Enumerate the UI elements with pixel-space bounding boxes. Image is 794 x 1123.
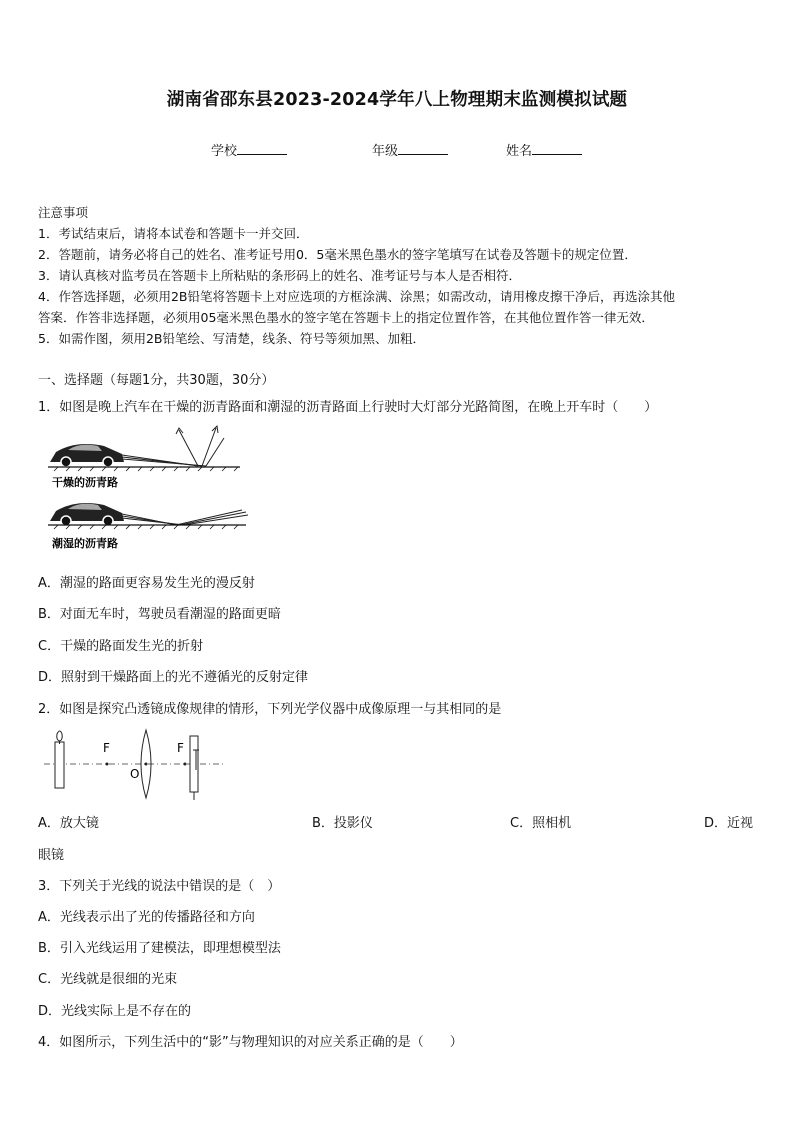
name-blank[interactable] bbox=[532, 141, 582, 155]
q2-option-a[interactable]: A．放大镜 bbox=[38, 816, 99, 831]
notice-item: 3．请认真核对监考员在答题卡上所粘贴的条形码上的姓名、准考证号与本人是否相符． bbox=[38, 268, 521, 283]
name-field bbox=[506, 140, 582, 159]
notice-item: 2．答题前，请务必将自己的姓名、准考证号用0．5毫米黑色墨水的签字笔填写在试卷及答题卡的规定位置． bbox=[38, 247, 637, 262]
q1-stem: 1．如图是晚上汽车在干燥的沥青路面和潮湿的沥青路面上行驶时大灯部分光路简图，在晚上开车时（ ） bbox=[38, 400, 658, 415]
dry-road-label: 干燥的沥青路 bbox=[52, 476, 118, 489]
notice-heading: 注意事项 bbox=[38, 205, 89, 220]
q2-stem: 2．如图是探究凸透镜成像规律的情形，下列光学仪器中成像原理一与其相同的是 bbox=[38, 702, 502, 717]
q3-stem: 3．下列关于光线的说法中错误的是（ ） bbox=[38, 879, 281, 894]
candle-icon bbox=[55, 731, 64, 788]
screen-icon bbox=[190, 736, 199, 800]
school-blank[interactable] bbox=[237, 141, 287, 155]
school-field bbox=[211, 140, 287, 159]
car-icon bbox=[50, 503, 124, 526]
q1-option-a[interactable]: A．潮湿的路面更容易发生光的漫反射 bbox=[38, 576, 255, 591]
q3-option-d[interactable]: D．光线实际上是不存在的 bbox=[38, 1004, 192, 1019]
car-icon bbox=[50, 444, 124, 467]
grade-field bbox=[372, 140, 448, 159]
wet-road-label: 潮湿的沥青路 bbox=[52, 537, 118, 550]
grade-blank[interactable] bbox=[398, 141, 448, 155]
q3-option-c[interactable]: C．光线就是很细的光束 bbox=[38, 972, 178, 987]
q2-option-d-continued: 眼镜 bbox=[38, 848, 65, 863]
q3-option-b[interactable]: B．引入光线运用了建模法，即理想模型法 bbox=[38, 941, 281, 956]
optical-center-label: O bbox=[130, 767, 140, 781]
name-label: 姓名 bbox=[506, 144, 533, 159]
notice-item: 4．作答选择题，必须用2B铅笔将答题卡上对应选项的方框涂满、涂黑；如需改动，请用橡皮擦干净后，再选涂其他 bbox=[38, 289, 675, 304]
grade-label: 年级 bbox=[372, 144, 399, 159]
page-title: 湖南省邵东县2023-2024学年八上物理期末监测模拟试题 bbox=[166, 90, 628, 110]
q2-figure bbox=[40, 726, 230, 802]
q1-figure bbox=[46, 424, 256, 554]
focal-label-right: F bbox=[177, 741, 184, 755]
q1-option-c[interactable]: C．干燥的路面发生光的折射 bbox=[38, 639, 204, 654]
q4-stem: 4．如图所示，下列生活中的“影”与物理知识的对应关系正确的是（ ） bbox=[38, 1035, 463, 1050]
q1-option-b[interactable]: B．对面无车时，驾驶员看潮湿的路面更暗 bbox=[38, 607, 281, 622]
q3-option-a[interactable]: A．光线表示出了光的传播路径和方向 bbox=[38, 910, 255, 925]
section-heading: 一、选择题（每题1分，共30题，30分） bbox=[38, 373, 275, 388]
notice-item: 1．考试结束后，请将本试卷和答题卡一并交回． bbox=[38, 226, 309, 241]
q2-option-d[interactable]: D．近视 bbox=[704, 816, 754, 831]
notice-item: 5．如需作图，须用2B铅笔绘、写清楚，线条、符号等须加黑、加粗． bbox=[38, 331, 425, 346]
notice-item: 答案．作答非选择题，必须用05毫米黑色墨水的签字笔在答题卡上的指定位置作答，在其他位置作答一律无效． bbox=[38, 310, 654, 325]
focal-label-left: F bbox=[103, 741, 110, 755]
q1-option-d[interactable]: D．照射到干燥路面上的光不遵循光的反射定律 bbox=[38, 670, 309, 685]
q2-option-b[interactable]: B．投影仪 bbox=[312, 816, 373, 831]
q2-option-c[interactable]: C．照相机 bbox=[510, 816, 572, 831]
school-label: 学校 bbox=[211, 144, 238, 159]
